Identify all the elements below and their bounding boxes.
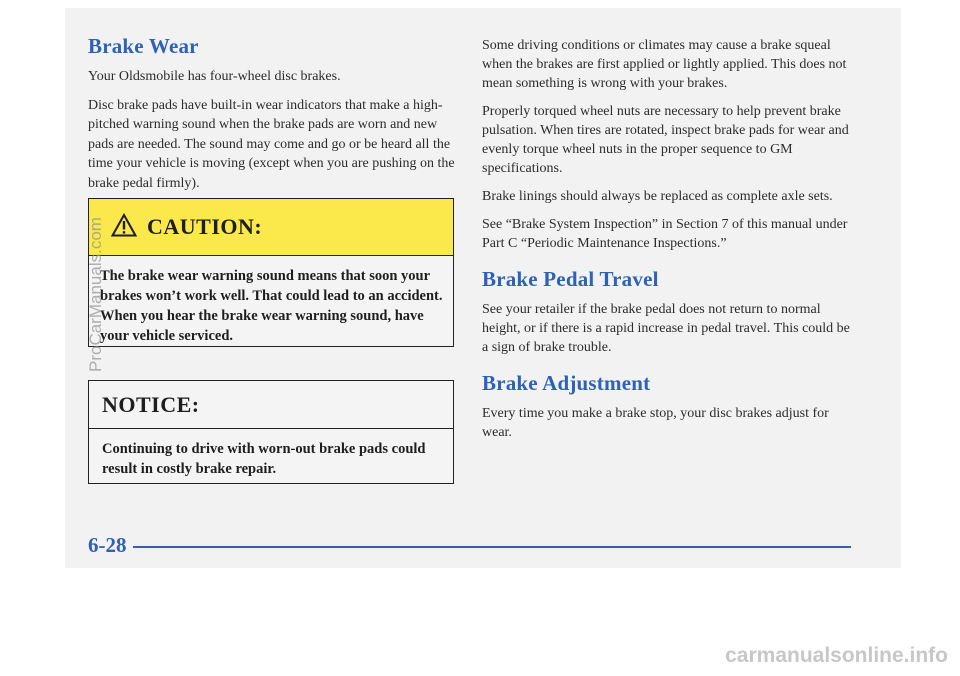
linings-paragraph: Brake linings should always be replaced as complete axle sets. [482, 189, 833, 204]
notice-text: Continuing to drive with worn-out brake pads could result in costly brake repair. [102, 441, 426, 477]
caution-text: The brake wear warning sound means that soon your brakes won’t work well. That could lead to an accident. When you hear the brake wear warning sound, have your vehicle serviced. [100, 268, 443, 344]
left-column [88, 34, 458, 202]
inspection-reference-paragraph: See “Brake System Inspection” in Section 7 of this manual under Part C “Periodic Maintenance Inspections.” [482, 217, 848, 251]
caution-box [88, 198, 454, 347]
wear-indicator-paragraph: Disc brake pads have built-in wear indicators that make a high-pitched warning sound when the brake pads are worn and new pads are needed. The sound may come and go or be heard all the time your vehicle is moving (except when you are pushing on the brake pedal firmly). [88, 97, 455, 191]
side-watermark: ProCarManuals.com [86, 217, 105, 372]
caution-header [89, 199, 453, 256]
brake-squeal-paragraph: Some driving conditions or climates may cause a brake squeal when the brakes are first applied or lightly applied. This does not mean something is wrong with your brakes. [482, 38, 847, 91]
page-number: 6-28 [88, 533, 127, 557]
right-column [482, 36, 852, 451]
intro-paragraph: Your Oldsmobile has four-wheel disc brakes. [88, 69, 341, 84]
brake-pedal-travel-heading: Brake Pedal Travel [482, 267, 659, 291]
brake-adjustment-heading: Brake Adjustment [482, 371, 651, 395]
brake-wear-heading: Brake Wear [88, 34, 199, 58]
adjustment-paragraph: Every time you make a brake stop, your disc brakes adjust for wear. [482, 406, 829, 440]
warning-triangle-icon [111, 213, 137, 242]
pedal-travel-paragraph: See your retailer if the brake pedal does not return to normal height, or if there is a rapid increase in pedal travel. This could be a sign of brake trouble. [482, 302, 850, 355]
notice-title: NOTICE: [102, 391, 200, 417]
notice-header [89, 381, 453, 429]
bottom-watermark: carmanualsonline.info [725, 644, 948, 667]
wheel-nuts-paragraph: Properly torqued wheel nuts are necessary to help prevent brake pulsation. When tires are rotated, inspect brake pads for wear and evenly torque wheel nuts in the proper sequence to GM specifications. [482, 104, 849, 176]
footer-rule [133, 546, 851, 548]
caution-title: CAUTION: [147, 214, 263, 239]
notice-box [88, 380, 454, 484]
